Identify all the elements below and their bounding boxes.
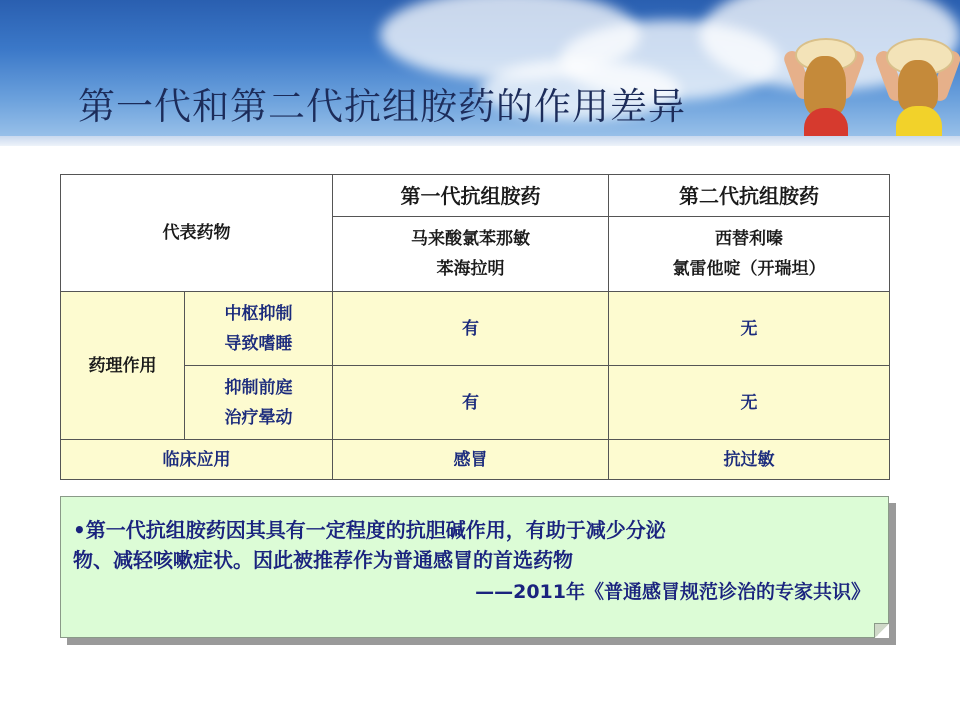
slide-title: 第一代和第二代抗组胺药的作用差异 (78, 85, 686, 128)
col2-title-cell: 第二代抗组胺药 (609, 175, 890, 217)
clinical-label-cell: 临床应用 (61, 440, 333, 480)
banner-divider (0, 136, 960, 146)
col1-drugs-cell: 马来酸氯苯那敏 苯海拉明 (333, 217, 609, 292)
note-fold-corner (874, 623, 889, 638)
col1-title-cell: 第一代抗组胺药 (333, 175, 609, 217)
girl-yellow-shirt-photo (880, 22, 960, 140)
comparison-table (60, 174, 890, 480)
girl-red-shirt-photo (790, 20, 860, 140)
clinical-col2-cell: 抗过敏 (609, 440, 890, 480)
effect1-col1-cell: 有 (333, 292, 609, 366)
note-source: ——2011年《普通感冒规范诊治的专家共识》 (475, 581, 870, 603)
note-line-1: •第一代抗组胺药因其具有一定程度的抗胆碱作用，有助于减少分泌 (73, 518, 666, 542)
pharm-label-cell: 药理作用 (61, 292, 185, 440)
effect2-label-cell: 抑制前庭 治疗晕动 (185, 366, 333, 440)
effect1-label-cell: 中枢抑制 导致嗜睡 (185, 292, 333, 366)
effect2-col1-cell: 有 (333, 366, 609, 440)
clinical-col1-cell: 感冒 (333, 440, 609, 480)
note-line-2: 物、减轻咳嗽症状。因此被推荐作为普通感冒的首选药物 (73, 548, 573, 572)
col2-drugs-cell: 西替利嗪 氯雷他啶（开瑞坦） (609, 217, 890, 292)
header-label-cell: 代表药物 (61, 175, 333, 292)
effect1-col2-cell: 无 (609, 292, 890, 366)
effect2-col2-cell: 无 (609, 366, 890, 440)
note-box (60, 496, 889, 638)
